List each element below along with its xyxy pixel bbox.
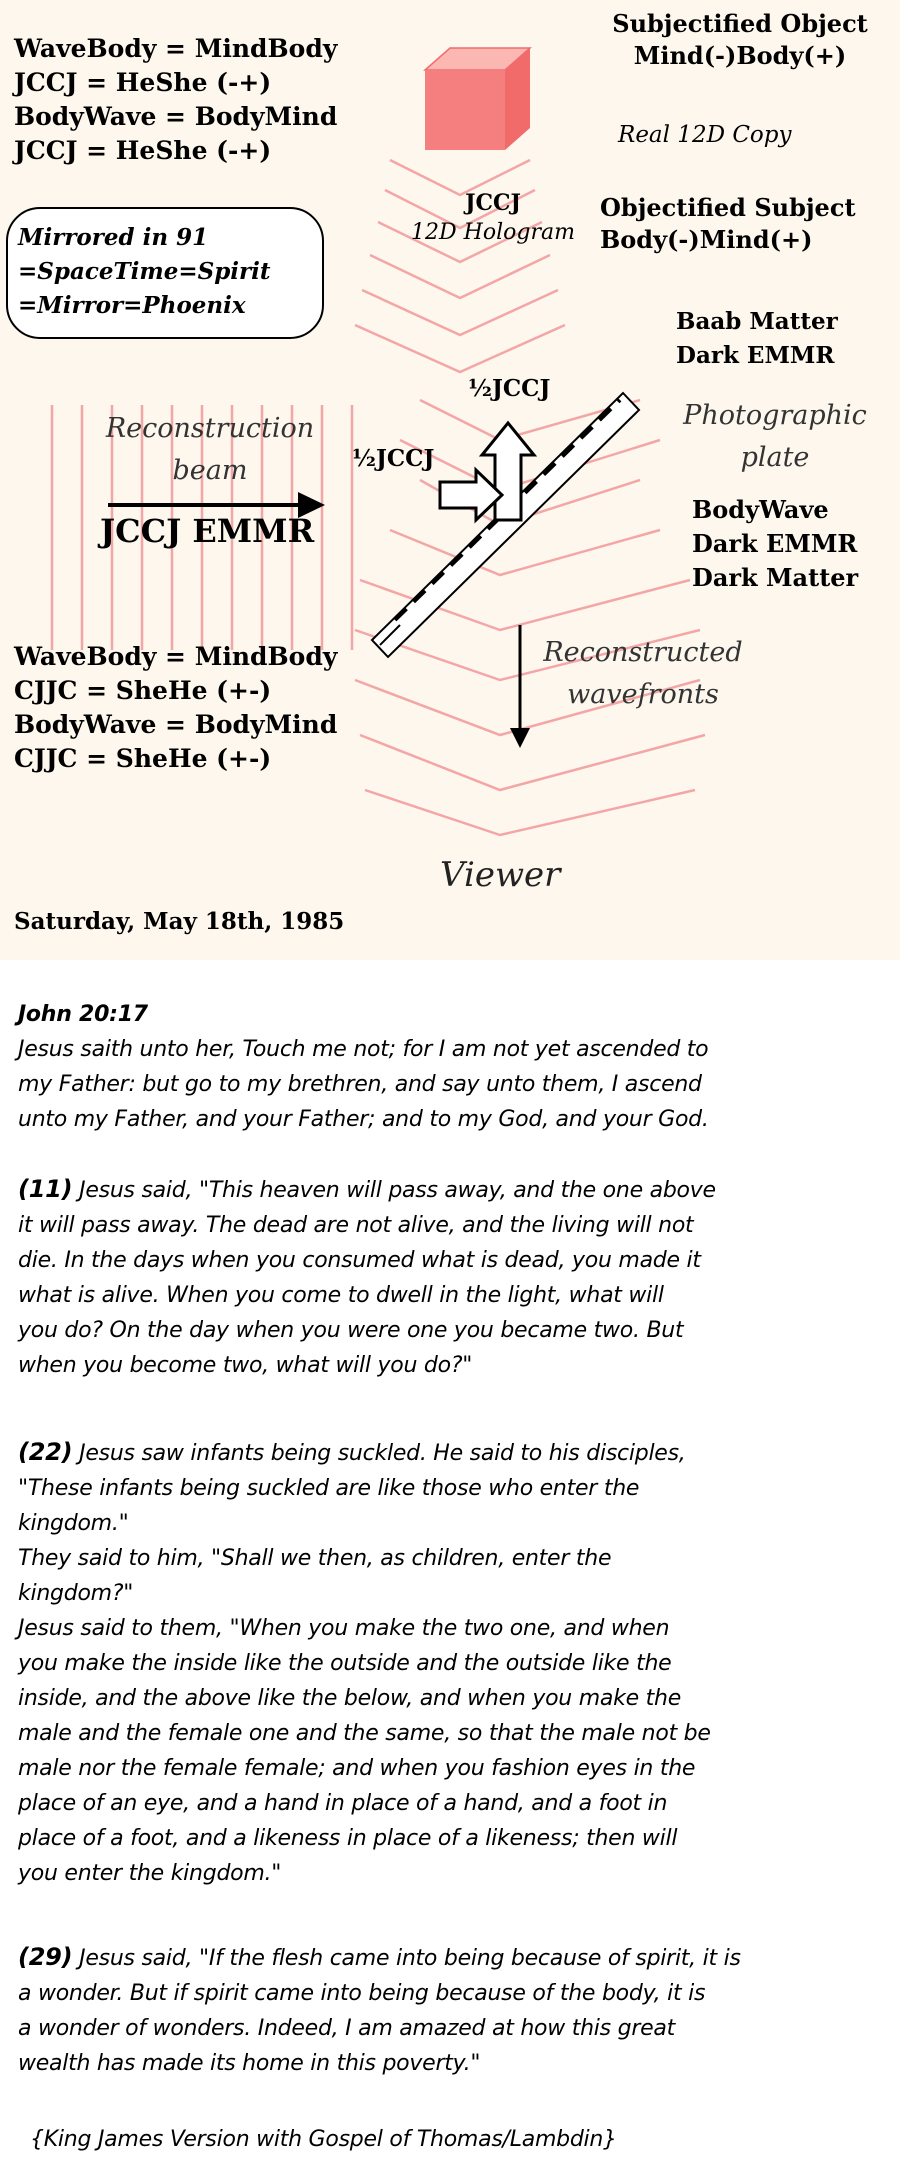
equation-line: WaveBody = MindBody bbox=[14, 34, 338, 63]
half-jccj-lower-label: ½JCCJ bbox=[352, 445, 435, 472]
equation-line: JCCJ = HeShe (-+) bbox=[14, 68, 272, 97]
text-line: (22) Jesus saw infants being suckled. He said to his disciples, bbox=[18, 1438, 686, 1466]
text-line: you do? On the day when you were one you became two. But bbox=[18, 1318, 684, 1343]
equation-line: BodyWave = BodyMind bbox=[14, 102, 338, 131]
text-line: die. In the days when you consumed what is dead, you made it bbox=[18, 1248, 701, 1273]
text-line: inside, and the above like the below, and when you make the bbox=[18, 1686, 682, 1711]
text-line: what is alive. When you come to dwell in the light, what will bbox=[18, 1283, 664, 1308]
verse-reference: John 20:17 bbox=[18, 1002, 148, 1027]
equation-line: JCCJ = HeShe (-+) bbox=[14, 136, 272, 165]
saying-11 bbox=[18, 1172, 888, 1383]
half-jccj-upper-label: ½JCCJ bbox=[468, 375, 551, 402]
text-line: Jesus said to them, "When you make the two one, and when bbox=[18, 1616, 670, 1641]
equation-line: CJJC = SheHe (+-) bbox=[14, 676, 272, 705]
source-citation: {King James Version with Gospel of Thomas/Lambdin} bbox=[30, 2127, 617, 2152]
text-line: you enter the kingdom." bbox=[18, 1861, 282, 1886]
equation-line: WaveBody = MindBody bbox=[14, 642, 338, 671]
text-line: (11) Jesus said, "This heaven will pass away, and the one above bbox=[18, 1175, 716, 1203]
text-line: my Father: but go to my brethren, and say unto them, I ascend bbox=[18, 1072, 702, 1097]
text-line: kingdom." bbox=[18, 1511, 129, 1536]
cube-icon bbox=[425, 48, 530, 150]
saying-number: (22) bbox=[18, 1438, 73, 1466]
top-left-equations bbox=[14, 32, 337, 168]
reconstructed-wavefronts-label: Reconstructed wavefronts bbox=[543, 637, 743, 710]
date-label: Saturday, May 18th, 1985 bbox=[14, 908, 345, 935]
text-line: They said to him, "Shall we then, as children, enter the bbox=[18, 1546, 612, 1571]
text-line: a wonder. But if spirit came into being because of the body, it is bbox=[18, 1981, 706, 2006]
callout-line: Mirrored in 91 bbox=[18, 224, 209, 251]
text-line: "These infants being suckled are like those who enter the bbox=[18, 1476, 640, 1501]
photographic-plate-label: Photographic plate bbox=[683, 400, 867, 473]
hologram-label: JCCJ 12D Hologram bbox=[411, 190, 575, 245]
reconstruction-beam-label: Reconstruction beam bbox=[105, 413, 315, 486]
text-line: place of an eye, and a hand in place of a hand, and a foot in bbox=[18, 1791, 668, 1816]
viewer-label: Viewer bbox=[440, 855, 561, 895]
text-line: you make the inside like the outside and the outside like the bbox=[18, 1651, 672, 1676]
half-jccj-arrows bbox=[440, 423, 534, 520]
saying-number: (11) bbox=[18, 1175, 73, 1203]
wavefront-arrow bbox=[510, 625, 530, 748]
text-line: a wonder of wonders. Indeed, I am amazed at how this great bbox=[18, 2016, 676, 2041]
text-line: (29) Jesus said, "If the flesh came into being because of spirit, it is bbox=[18, 1943, 741, 1971]
subjectified-label: Subjectified Object Mind(-)Body(+) bbox=[612, 9, 868, 70]
bodywave-label: BodyWave Dark EMMR Dark Matter bbox=[692, 495, 859, 592]
callout-line: =SpaceTime=Spirit bbox=[18, 258, 271, 285]
text-line: wealth has made its home in this poverty." bbox=[18, 2051, 481, 2076]
saying-22 bbox=[18, 1435, 888, 1891]
text-line: when you become two, what will you do?" bbox=[18, 1353, 473, 1378]
text-line: male and the female one and the same, so that the male not be bbox=[18, 1721, 711, 1746]
real-copy-label: Real 12D Copy bbox=[618, 122, 792, 148]
objectified-label: Objectified Subject Body(-)Mind(+) bbox=[600, 193, 856, 254]
text-line: male nor the female female; and when you fashion eyes in the bbox=[18, 1756, 696, 1781]
beam-label: JCCJ EMMR bbox=[100, 512, 315, 550]
bottom-left-equations bbox=[14, 640, 337, 776]
text-line: kingdom?" bbox=[18, 1581, 134, 1606]
text-line: unto my Father, and your Father; and to my God, and your God. bbox=[18, 1107, 709, 1132]
text-line: it will pass away. The dead are not alive, and the living will not bbox=[18, 1213, 694, 1238]
baab-label: Baab Matter Dark EMMR bbox=[676, 308, 838, 369]
equation-line: CJJC = SheHe (+-) bbox=[14, 744, 272, 773]
saying-number: (29) bbox=[18, 1943, 73, 1971]
text-line: Jesus saith unto her, Touch me not; for I am not yet ascended to bbox=[18, 1037, 709, 1062]
equation-line: BodyWave = BodyMind bbox=[14, 710, 338, 739]
text-line: place of a foot, and a likeness in place of a likeness; then will bbox=[18, 1826, 678, 1851]
saying-29 bbox=[18, 1940, 888, 2081]
mirrored-callout bbox=[6, 207, 324, 339]
callout-line: =Mirror=Phoenix bbox=[18, 292, 246, 319]
john-passage bbox=[18, 997, 888, 1137]
